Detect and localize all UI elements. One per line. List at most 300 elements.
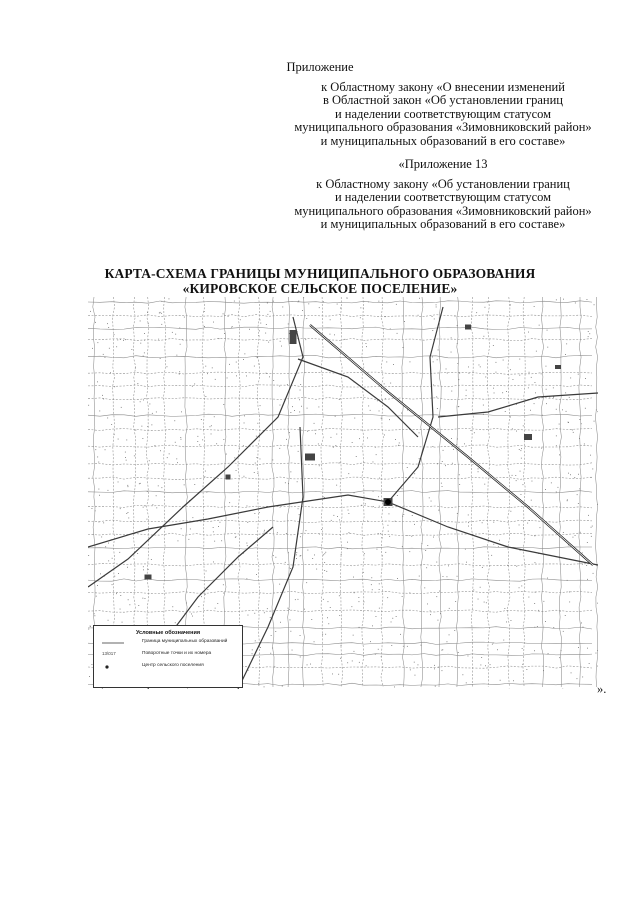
map-speckle bbox=[119, 552, 120, 553]
map-speckle bbox=[290, 631, 291, 632]
map-speckle bbox=[382, 418, 383, 419]
map-speckle bbox=[547, 578, 548, 579]
map-speckle bbox=[260, 647, 261, 648]
map-speckle bbox=[476, 312, 477, 313]
map-speckle bbox=[563, 532, 564, 533]
map-speckle bbox=[103, 399, 104, 400]
map-speckle bbox=[257, 473, 258, 474]
field-grid-line bbox=[88, 491, 592, 493]
map-speckle bbox=[314, 555, 315, 556]
map-speckle bbox=[298, 451, 299, 452]
map-speckle bbox=[175, 622, 176, 623]
map-speckle bbox=[454, 630, 455, 631]
map-speckle bbox=[402, 488, 403, 489]
map-speckle bbox=[370, 410, 371, 411]
map-speckle bbox=[585, 408, 586, 409]
map-speckle bbox=[348, 510, 349, 511]
map-speckle bbox=[521, 458, 522, 459]
map-speckle bbox=[519, 525, 520, 526]
map-speckle bbox=[586, 565, 587, 566]
map-speckle bbox=[128, 512, 129, 513]
map-speckle bbox=[364, 553, 365, 554]
map-speckle bbox=[260, 459, 261, 460]
map-speckle bbox=[379, 608, 380, 609]
map-speckle bbox=[298, 301, 299, 302]
map-speckle bbox=[180, 344, 181, 345]
map-speckle bbox=[391, 622, 392, 623]
map-speckle bbox=[295, 599, 296, 600]
map-speckle bbox=[244, 415, 245, 416]
map-speckle bbox=[432, 330, 433, 331]
map-speckle bbox=[272, 415, 273, 416]
map-speckle bbox=[191, 614, 192, 615]
map-speckle bbox=[297, 481, 298, 482]
map-speckle bbox=[528, 597, 529, 598]
map-speckle bbox=[286, 439, 287, 440]
legend-row-center bbox=[94, 662, 242, 672]
map-speckle bbox=[205, 366, 206, 367]
map-speckle bbox=[499, 540, 500, 541]
map-speckle bbox=[205, 594, 206, 595]
map-speckle bbox=[597, 650, 598, 651]
map-speckle bbox=[542, 415, 543, 416]
map-speckle bbox=[141, 426, 142, 427]
map-speckle bbox=[345, 339, 346, 340]
map-speckle bbox=[236, 536, 237, 537]
map-speckle bbox=[199, 444, 200, 445]
map-speckle bbox=[528, 387, 529, 388]
map-speckle bbox=[553, 627, 554, 628]
map-speckle bbox=[565, 392, 566, 393]
map-speckle bbox=[459, 484, 460, 485]
map-speckle bbox=[290, 619, 291, 620]
map-speckle bbox=[451, 352, 452, 353]
map-speckle bbox=[339, 520, 340, 521]
field-grid-line bbox=[88, 429, 592, 431]
map-speckle bbox=[371, 584, 372, 585]
map-speckle bbox=[382, 400, 383, 401]
map-speckle bbox=[267, 608, 268, 609]
map-speckle bbox=[169, 298, 170, 299]
map-speckle bbox=[279, 386, 280, 387]
map-speckle bbox=[213, 531, 214, 532]
map-speckle bbox=[147, 491, 148, 492]
map-speckle bbox=[543, 601, 544, 602]
map-speckle bbox=[296, 554, 297, 555]
map-speckle bbox=[259, 512, 260, 513]
map-speckle bbox=[213, 322, 214, 323]
map-speckle bbox=[594, 304, 595, 305]
map-speckle bbox=[125, 457, 126, 458]
map-speckle bbox=[109, 348, 110, 349]
map-speckle bbox=[363, 572, 364, 573]
map-speckle bbox=[152, 413, 153, 414]
map-speckle bbox=[403, 646, 404, 647]
map-speckle bbox=[140, 321, 141, 322]
map-speckle bbox=[108, 543, 109, 544]
map-speckle bbox=[187, 689, 188, 690]
map-speckle bbox=[578, 647, 579, 648]
map-speckle bbox=[531, 500, 532, 501]
map-speckle bbox=[244, 353, 245, 354]
map-speckle bbox=[401, 413, 402, 414]
map-speckle bbox=[340, 658, 341, 659]
map-speckle bbox=[436, 307, 437, 308]
map-title bbox=[0, 266, 640, 296]
map-speckle bbox=[252, 649, 253, 650]
map-speckle bbox=[421, 543, 422, 544]
field-grid-line bbox=[88, 315, 592, 317]
map-speckle bbox=[388, 525, 389, 526]
map-speckle bbox=[403, 347, 404, 348]
map-speckle bbox=[330, 607, 331, 608]
map-speckle bbox=[300, 657, 301, 658]
map-speckle bbox=[397, 333, 398, 334]
map-speckle bbox=[147, 519, 148, 520]
map-speckle bbox=[572, 430, 573, 431]
map-speckle bbox=[354, 592, 355, 593]
map-speckle bbox=[177, 462, 178, 463]
map-speckle bbox=[280, 341, 281, 342]
map-speckle bbox=[414, 473, 415, 474]
map-speckle bbox=[210, 426, 211, 427]
map-speckle bbox=[95, 322, 96, 323]
map-speckle bbox=[534, 627, 535, 628]
map-speckle bbox=[402, 596, 403, 597]
map-speckle bbox=[468, 526, 469, 527]
map-speckle bbox=[219, 338, 220, 339]
map-speckle bbox=[536, 351, 537, 352]
map-speckle bbox=[474, 432, 475, 433]
map-speckle bbox=[410, 361, 411, 362]
map-speckle bbox=[160, 312, 161, 313]
map-speckle bbox=[172, 606, 173, 607]
legend-row-boundary bbox=[94, 638, 242, 648]
map-speckle bbox=[143, 566, 144, 567]
map-speckle bbox=[190, 529, 191, 530]
map-speckle bbox=[129, 604, 130, 605]
map-speckle bbox=[409, 551, 410, 552]
map-speckle bbox=[118, 573, 119, 574]
map-speckle bbox=[330, 334, 331, 335]
map-speckle bbox=[160, 450, 161, 451]
map-speckle bbox=[578, 503, 579, 504]
map-speckle bbox=[377, 549, 378, 550]
legend-title: Условные обозначения bbox=[135, 630, 201, 636]
map-speckle bbox=[442, 670, 443, 671]
map-speckle bbox=[252, 653, 253, 654]
map-speckle bbox=[213, 562, 214, 563]
map-speckle bbox=[94, 615, 95, 616]
map-speckle bbox=[294, 410, 295, 411]
map-speckle bbox=[559, 424, 560, 425]
map-speckle bbox=[285, 562, 286, 563]
map-speckle bbox=[205, 471, 206, 472]
map-speckle bbox=[178, 540, 179, 541]
map-speckle bbox=[359, 438, 360, 439]
map-speckle bbox=[285, 482, 286, 483]
map-speckle bbox=[221, 540, 222, 541]
map-speckle bbox=[573, 432, 574, 433]
map-speckle bbox=[419, 576, 420, 577]
map-speckle bbox=[148, 323, 149, 324]
map-speckle bbox=[100, 573, 101, 574]
map-speckle bbox=[378, 496, 379, 497]
map-speckle bbox=[540, 527, 541, 528]
map-speckle bbox=[131, 349, 132, 350]
map-speckle bbox=[254, 613, 255, 614]
map-speckle bbox=[309, 478, 310, 479]
map-speckle bbox=[314, 423, 315, 424]
map-speckle bbox=[186, 603, 187, 604]
map-speckle bbox=[579, 563, 580, 564]
map-speckle bbox=[448, 565, 449, 566]
map-speckle bbox=[331, 437, 332, 438]
map-speckle bbox=[175, 442, 176, 443]
map-speckle bbox=[161, 301, 162, 302]
map-speckle bbox=[414, 524, 415, 525]
map-speckle bbox=[352, 661, 353, 662]
map-speckle bbox=[260, 320, 261, 321]
map-speckle bbox=[161, 324, 162, 325]
map-speckle bbox=[270, 653, 271, 654]
map-speckle bbox=[161, 313, 162, 314]
map-speckle bbox=[512, 428, 513, 429]
map-speckle bbox=[229, 502, 230, 503]
map-speckle bbox=[447, 373, 448, 374]
map-speckle bbox=[214, 541, 215, 542]
map-speckle bbox=[471, 430, 472, 431]
map-speckle bbox=[213, 527, 214, 528]
map-speckle bbox=[306, 582, 307, 583]
map-speckle bbox=[375, 654, 376, 655]
map-speckle bbox=[155, 445, 156, 446]
map-speckle bbox=[456, 444, 457, 445]
map-speckle bbox=[545, 621, 546, 622]
map-speckle bbox=[359, 627, 360, 628]
map-speckle bbox=[421, 645, 422, 646]
map-speckle bbox=[234, 457, 235, 458]
map-speckle bbox=[520, 471, 521, 472]
map-speckle bbox=[268, 342, 269, 343]
map-speckle bbox=[535, 392, 536, 393]
map-speckle bbox=[483, 336, 484, 337]
field-grid-line bbox=[88, 579, 592, 581]
map-speckle bbox=[519, 359, 520, 360]
map-speckle bbox=[292, 650, 293, 651]
map-speckle bbox=[493, 388, 494, 389]
map-speckle bbox=[174, 420, 175, 421]
map-speckle bbox=[181, 411, 182, 412]
settlement-center-dot bbox=[385, 499, 391, 505]
map-speckle bbox=[260, 405, 261, 406]
map-speckle bbox=[102, 688, 103, 689]
map-speckle bbox=[561, 650, 562, 651]
map-speckle bbox=[266, 324, 267, 325]
map-speckle bbox=[169, 453, 170, 454]
map-speckle bbox=[319, 307, 320, 308]
map-speckle bbox=[353, 577, 354, 578]
map-speckle bbox=[558, 487, 559, 488]
map-speckle bbox=[339, 463, 340, 464]
map-speckle bbox=[204, 476, 205, 477]
map-speckle bbox=[390, 383, 391, 384]
map-speckle bbox=[490, 664, 491, 665]
map-speckle bbox=[138, 605, 139, 606]
settlement-block bbox=[290, 330, 297, 344]
map-speckle bbox=[445, 465, 446, 466]
map-speckle bbox=[587, 299, 588, 300]
map-speckle bbox=[335, 416, 336, 417]
map-speckle bbox=[149, 404, 150, 405]
map-speckle bbox=[493, 643, 494, 644]
map-speckle bbox=[273, 555, 274, 556]
map-speckle bbox=[147, 426, 148, 427]
field-grid-line bbox=[523, 297, 525, 687]
map-speckle bbox=[543, 670, 544, 671]
map-speckle bbox=[184, 317, 185, 318]
map-speckle bbox=[485, 665, 486, 666]
map-speckle bbox=[457, 439, 458, 440]
map-speckle bbox=[333, 447, 334, 448]
map-speckle bbox=[144, 340, 145, 341]
map-speckle bbox=[315, 430, 316, 431]
map-speckle bbox=[312, 558, 313, 559]
map-speckle bbox=[366, 343, 367, 344]
map-speckle bbox=[510, 511, 511, 512]
map-speckle bbox=[560, 611, 561, 612]
annex-first-line-1: к Областному закону «О внесении изменений bbox=[321, 79, 565, 94]
map-speckle bbox=[380, 533, 381, 534]
map-speckle bbox=[105, 546, 106, 547]
map-speckle bbox=[571, 672, 572, 673]
map-speckle bbox=[269, 376, 270, 377]
map-speckle bbox=[379, 589, 380, 590]
field-grid-line bbox=[88, 591, 592, 593]
map-speckle bbox=[580, 532, 581, 533]
map-speckle bbox=[280, 622, 281, 623]
map-speckle bbox=[434, 665, 435, 666]
map-speckle bbox=[516, 566, 517, 567]
map-speckle bbox=[443, 450, 444, 451]
map-speckle bbox=[377, 400, 378, 401]
map-speckle bbox=[247, 522, 248, 523]
map-speckle bbox=[290, 568, 291, 569]
map-speckle bbox=[240, 319, 241, 320]
map-speckle bbox=[397, 495, 398, 496]
map-speckle bbox=[223, 593, 224, 594]
annex-first-line-4: муниципального образования «Зимовниковский район» bbox=[294, 120, 592, 134]
map-speckle bbox=[292, 406, 293, 407]
map-speckle bbox=[220, 522, 221, 523]
map-speckle bbox=[300, 384, 301, 385]
map-speckle bbox=[95, 510, 96, 511]
map-speckle bbox=[378, 533, 379, 534]
map-speckle bbox=[103, 354, 104, 355]
map-speckle bbox=[356, 456, 357, 457]
map-speckle bbox=[303, 297, 304, 298]
map-speckle bbox=[565, 354, 566, 355]
map-speckle bbox=[102, 395, 103, 396]
field-grid-line bbox=[88, 414, 592, 416]
map-speckle bbox=[364, 601, 365, 602]
map-speckle bbox=[589, 333, 590, 334]
map-speckle bbox=[512, 475, 513, 476]
field-grid-line bbox=[340, 297, 342, 687]
map-speckle bbox=[97, 381, 98, 382]
map-speckle bbox=[590, 455, 591, 456]
map-speckle bbox=[391, 645, 392, 646]
map-speckle bbox=[259, 330, 260, 331]
annex-first-line-2: в Областной закон «Об установлении границ bbox=[322, 93, 563, 107]
map-speckle bbox=[110, 372, 111, 373]
map-speckle bbox=[236, 375, 237, 376]
map-speckle bbox=[451, 391, 452, 392]
map-speckle bbox=[319, 534, 320, 535]
boundary-line-symbol bbox=[102, 640, 124, 646]
map-speckle bbox=[247, 545, 248, 546]
map-speckle bbox=[227, 378, 228, 379]
map-speckle bbox=[385, 552, 386, 553]
map-speckle bbox=[436, 562, 437, 563]
map-speckle bbox=[218, 526, 219, 527]
map-speckle bbox=[432, 446, 433, 447]
map-speckle bbox=[360, 307, 361, 308]
map-speckle bbox=[160, 358, 161, 359]
map-speckle bbox=[282, 307, 283, 308]
map-speckle bbox=[88, 629, 89, 630]
map-speckle bbox=[457, 513, 458, 514]
map-speckle bbox=[441, 483, 442, 484]
map-speckle bbox=[526, 669, 527, 670]
map-speckle bbox=[506, 622, 507, 623]
map-speckle bbox=[167, 457, 168, 458]
center-dot-symbol bbox=[102, 664, 124, 670]
map-speckle bbox=[114, 434, 115, 435]
road-line bbox=[438, 393, 598, 417]
map-speckle bbox=[307, 550, 308, 551]
map-speckle bbox=[244, 476, 245, 477]
map-speckle bbox=[338, 674, 339, 675]
map-speckle bbox=[107, 323, 108, 324]
map-speckle bbox=[384, 383, 385, 384]
map-speckle bbox=[373, 506, 374, 507]
map-speckle bbox=[534, 535, 535, 536]
map-speckle bbox=[429, 497, 430, 498]
map-speckle bbox=[216, 443, 217, 444]
map-speckle bbox=[569, 602, 570, 603]
map-speckle bbox=[207, 589, 208, 590]
map-speckle bbox=[201, 596, 202, 597]
map-speckle bbox=[481, 657, 482, 658]
annex-label: Приложение bbox=[286, 60, 354, 74]
map-speckle bbox=[142, 598, 143, 599]
map-speckle bbox=[120, 595, 121, 596]
map-speckle bbox=[381, 656, 382, 657]
annex-second-line-4: и муниципальных образований в его составе» bbox=[320, 217, 566, 231]
road-line bbox=[388, 307, 443, 502]
map-speckle bbox=[244, 423, 245, 424]
map-speckle bbox=[592, 469, 593, 470]
map-speckle bbox=[176, 355, 177, 356]
map-speckle bbox=[389, 536, 390, 537]
map-speckle bbox=[140, 483, 141, 484]
map-speckle bbox=[265, 333, 266, 334]
map-speckle bbox=[505, 411, 506, 412]
settlement-block bbox=[145, 575, 152, 580]
map-speckle bbox=[433, 537, 434, 538]
map-speckle bbox=[158, 485, 159, 486]
